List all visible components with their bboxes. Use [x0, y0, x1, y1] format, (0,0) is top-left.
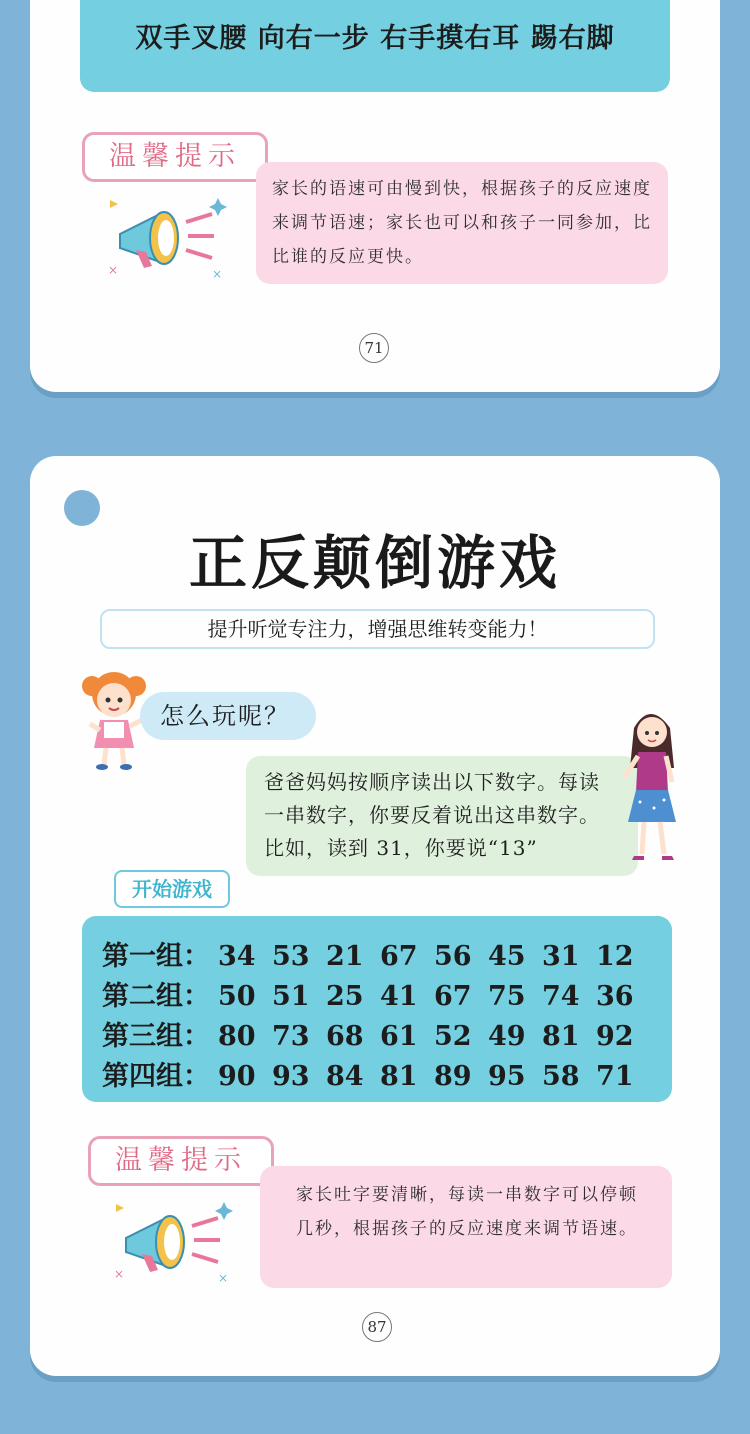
page-number: 71 [359, 333, 389, 363]
group-row [102, 1014, 650, 1054]
group-row [102, 1054, 650, 1094]
tip-label: 温馨提示 [88, 1136, 274, 1186]
group-label: 第三组： [102, 1021, 210, 1052]
instruction-bubble: 爸爸妈妈按顺序读出以下数字。每读一串数字，你要反着说出这串数字。比如，读到 31，你要说“13” [246, 756, 638, 876]
group-number: 95 [488, 1061, 526, 1092]
group-number: 58 [542, 1061, 580, 1092]
mother-illustration [620, 706, 682, 866]
tip-text: 家长的语速可由慢到快，根据孩子的反应速度来调节语速；家长也可以和孩子一同参加，比比谁的反应更快。 [256, 162, 668, 284]
group-number: 50 [218, 981, 256, 1012]
page-card-71 [30, 0, 720, 392]
group-number: 89 [434, 1061, 472, 1092]
group-number: 93 [272, 1061, 310, 1092]
group-number: 73 [272, 1021, 310, 1052]
group-number: 81 [542, 1021, 580, 1052]
group-number: 75 [488, 981, 526, 1012]
svg-text:×: × [114, 1267, 125, 1281]
group-number: 61 [380, 1021, 418, 1052]
group-row [102, 934, 650, 974]
group-number: 71 [596, 1061, 634, 1092]
group-number: 84 [326, 1061, 364, 1092]
group-number: 45 [488, 941, 526, 972]
tip-text: 家长吐字要清晰，每读一串数字可以停顿几秒，根据孩子的反应速度来调节语速。 [260, 1166, 672, 1288]
group-number: 25 [326, 981, 364, 1012]
start-game-label: 开始游戏 [114, 870, 230, 908]
group-number: 21 [326, 941, 364, 972]
page-card-87 [30, 456, 720, 1376]
group-number: 49 [488, 1021, 526, 1052]
group-number: 56 [434, 941, 472, 972]
group-number: 67 [380, 941, 418, 972]
tip-label: 温馨提示 [82, 132, 268, 182]
group-number: 12 [596, 941, 634, 972]
question-bubble: 怎么玩呢？ [140, 692, 316, 740]
group-number: 41 [380, 981, 418, 1012]
group-number: 36 [596, 981, 634, 1012]
group-number: 92 [596, 1021, 634, 1052]
group-number: 31 [542, 941, 580, 972]
svg-text:×: × [108, 263, 119, 277]
group-number: 34 [218, 941, 256, 972]
group-number: 51 [272, 981, 310, 1012]
group-number: 53 [272, 941, 310, 972]
group-row [102, 974, 650, 1014]
group-number: 74 [542, 981, 580, 1012]
megaphone-icon [106, 1196, 236, 1286]
actions-panel [80, 0, 670, 92]
group-number: 80 [218, 1021, 256, 1052]
megaphone-icon [100, 192, 230, 282]
group-number: 81 [380, 1061, 418, 1092]
page-title: 正反颠倒游戏 [188, 529, 561, 597]
svg-text:×: × [218, 1271, 229, 1285]
group-label: 第四组： [102, 1061, 210, 1092]
group-number: 68 [326, 1021, 364, 1052]
subtitle: 提升听觉专注力，增强思维转变能力！ [100, 609, 655, 649]
page-number: 87 [362, 1312, 392, 1342]
actions-line: 双手叉腰 向右一步 右手摸右耳 踢右脚 [135, 23, 615, 54]
group-number: 67 [434, 981, 472, 1012]
group-number: 52 [434, 1021, 472, 1052]
group-label: 第一组： [102, 941, 210, 972]
svg-text:×: × [212, 267, 223, 281]
group-label: 第二组： [102, 981, 210, 1012]
number-groups-panel [82, 916, 672, 1102]
group-number: 90 [218, 1061, 256, 1092]
